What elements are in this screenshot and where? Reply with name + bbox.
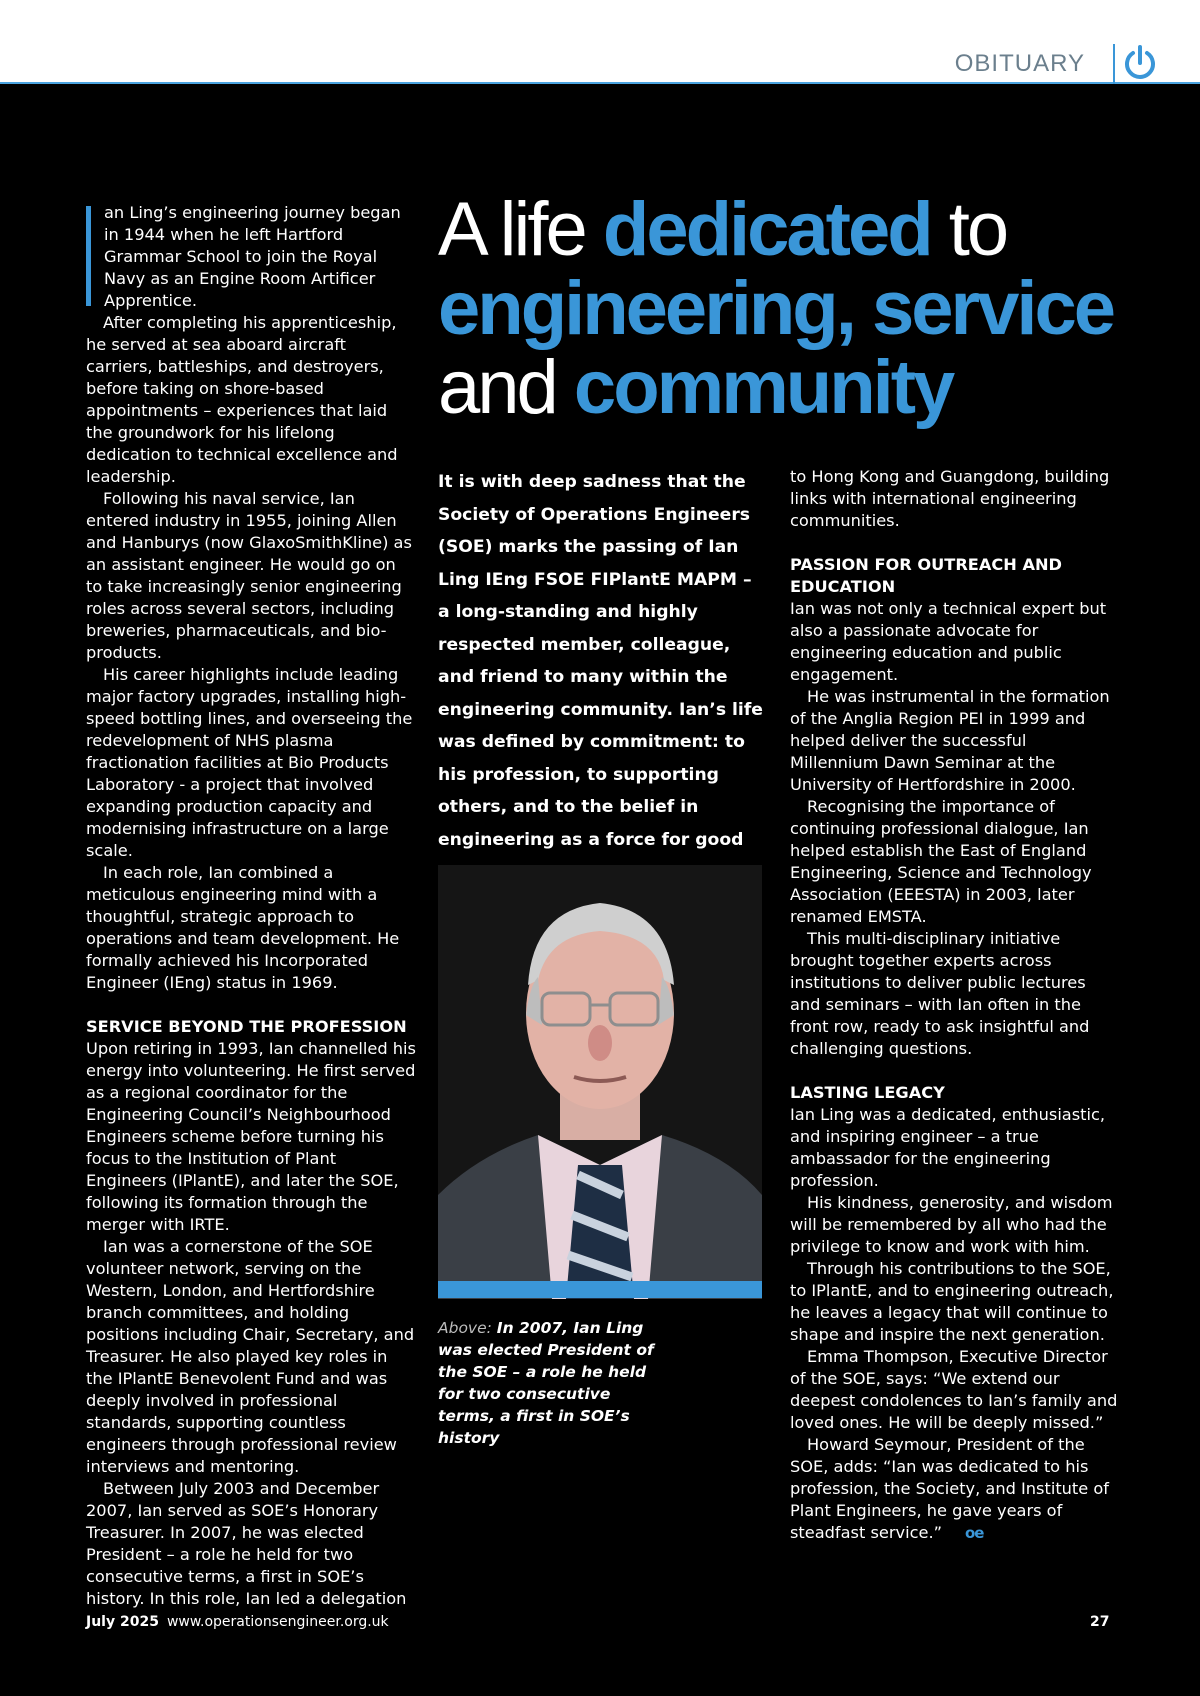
body-paragraph [790,1434,1120,1544]
drop-cap-bar [86,206,91,306]
photo-accent-bar [438,1281,762,1298]
headline-part: to [930,187,1007,272]
page-footer [86,1614,389,1630]
caption-prefix: Above: [438,1319,497,1337]
page-number: 27 [1090,1614,1110,1630]
body-paragraph: Following his naval service, Ian entered industry in 1955, joining Allen and Hanburys (now GlaxoSmithKline) as an assistant engineer. He would go on to take increasingly senior engineering roles across several sectors, including breweries, pharmaceuticals, and bio-products. [86,489,412,662]
top-header-bar [0,0,1200,84]
body-paragraph: His career highlights include leading major factory upgrades, installing high-speed bottling lines, and overseeing the redevelopment of NHS plasma fractionation facilities at Bio Products Laboratory - a project that involved expanding production capacity and modernising infrastructure on a large scale. [86,665,413,860]
body-paragraph: Emma Thompson, Executive Director of the SOE, says: “We extend our deepest condolences to Ian’s family and loved ones. He will be deeply missed.” [790,1347,1118,1432]
issue-date: July 2025 [86,1614,159,1630]
intro-block [86,202,416,312]
caption-text: In 2007, Ian Ling was elected President of the SOE – a role he held for two consecutive terms, a first in SOE’s history [438,1319,654,1447]
header-divider [1113,44,1115,84]
headline-part: and [438,345,574,430]
right-column [790,466,1120,1544]
body-paragraph: Upon retiring in 1993, Ian channelled his energy into volunteering. He first served as a regional coordinator for the Engineering Council’s Neighbourhood Engineers scheme before turning his focus to the Institution of Plant Engineers (IPlantE), and later the SOE, following its formation through the merger with IRTE. [86,1039,416,1234]
body-paragraph: to Hong Kong and Guangdong, building links with international engineering communities. [790,467,1110,530]
article-headline [438,187,1158,430]
body-paragraph: Ian was not only a technical expert but also a passionate advocate for engineering education and public engagement. [790,599,1107,684]
closing-text: Howard Seymour, President of the SOE, adds: “Ian was dedicated to his profession, the Society, and Institute of Plant Engineers, he gave years of steadfast service.” [790,1435,1109,1542]
body-paragraph: This multi-disciplinary initiative brought together experts across institutions to deliver public lectures and seminars – with Ian often in the front row, ready to ask insightful and challenging questions. [790,929,1090,1058]
body-paragraph: His kindness, generosity, and wisdom will be remembered by all who had the privilege to know and work with him. [790,1193,1113,1256]
power-icon [1122,44,1158,80]
section-heading: PASSION FOR OUTREACH AND EDUCATION [790,555,1062,596]
headline-part: dedicated [602,187,931,272]
section-label: OBITUARY [954,50,1085,77]
section-heading: SERVICE BEYOND THE PROFESSION [86,1017,407,1036]
headline-part: community [573,345,953,430]
portrait-photo [438,865,762,1299]
left-column [86,202,416,1610]
footer-url[interactable]: www.operationsengineer.org.uk [166,1614,389,1630]
body-paragraph: Ian was a cornerstone of the SOE volunteer network, serving on the Western, London, and Hertfordshire branch committees, and holding positions including Chair, Secretary, and Treasurer. He also played key roles in the IPlantE Benevolent Fund and was deeply involved in professional standards, supporting countless engineers through professional review interviews and mentoring. [86,1237,415,1476]
body-paragraph: In each role, Ian combined a meticulous engineering mind with a thoughtful, strategic approach to operations and team development. He formally achieved his Incorporated Engineer (IEng) status in 1969. [86,863,400,992]
body-paragraph: Between July 2003 and December 2007, Ian served as SOE’s Honorary Treasurer. In 2007, he was elected President – a role he held for two consecutive terms, a first in SOE’s history. In this role, Ian led a delegation [86,1479,407,1608]
headline-part: engineering, service [438,266,1113,351]
intro-paragraph: an Ling’s engineering journey began in 1944 when he left Hartford Grammar School to join the Royal Navy as an Engine Room Artificer Apprentice. [104,203,401,310]
section-heading: LASTING LEGACY [790,1083,945,1102]
lead-paragraph: It is with deep sadness that the Society of Operations Engineers (SOE) marks the passing of Ian Ling IEng FSOE FIPlantE MAPM – a long-standing and highly respected member, colleague, and friend to many within the engineering community. Ian’s life was defined by commitment: to his profession, to supporting others, and to the belief in engineering as a force for good [438,472,763,850]
end-mark-icon: oe [965,1524,984,1542]
portrait-illustration [438,865,762,1299]
body-paragraph: After completing his apprenticeship, he served at sea aboard aircraft carriers, battleships, and destroyers, before taking on shore-based appointments – experiences that laid the groundwork for his lifelong dedication to technical excellence and leadership. [86,313,398,486]
photo-caption [438,1317,668,1449]
body-paragraph: Ian Ling was a dedicated, enthusiastic, and inspiring engineer – a true ambassador for the engineering profession. [790,1105,1106,1190]
body-paragraph: Through his contributions to the SOE, to IPlantE, and to engineering outreach, he leaves a legacy that will continue to shape and inspire the next generation. [790,1259,1114,1344]
body-paragraph: Recognising the importance of continuing professional dialogue, Ian helped establish the East of England Engineering, Science and Technology Association (EEESTA) in 2003, later renamed EMSTA. [790,797,1092,926]
headline-part: A life [438,187,603,272]
body-paragraph: He was instrumental in the formation of the Anglia Region PEI in 1999 and helped deliver the successful Millennium Dawn Seminar at the University of Hertfordshire in 2000. [790,687,1110,794]
